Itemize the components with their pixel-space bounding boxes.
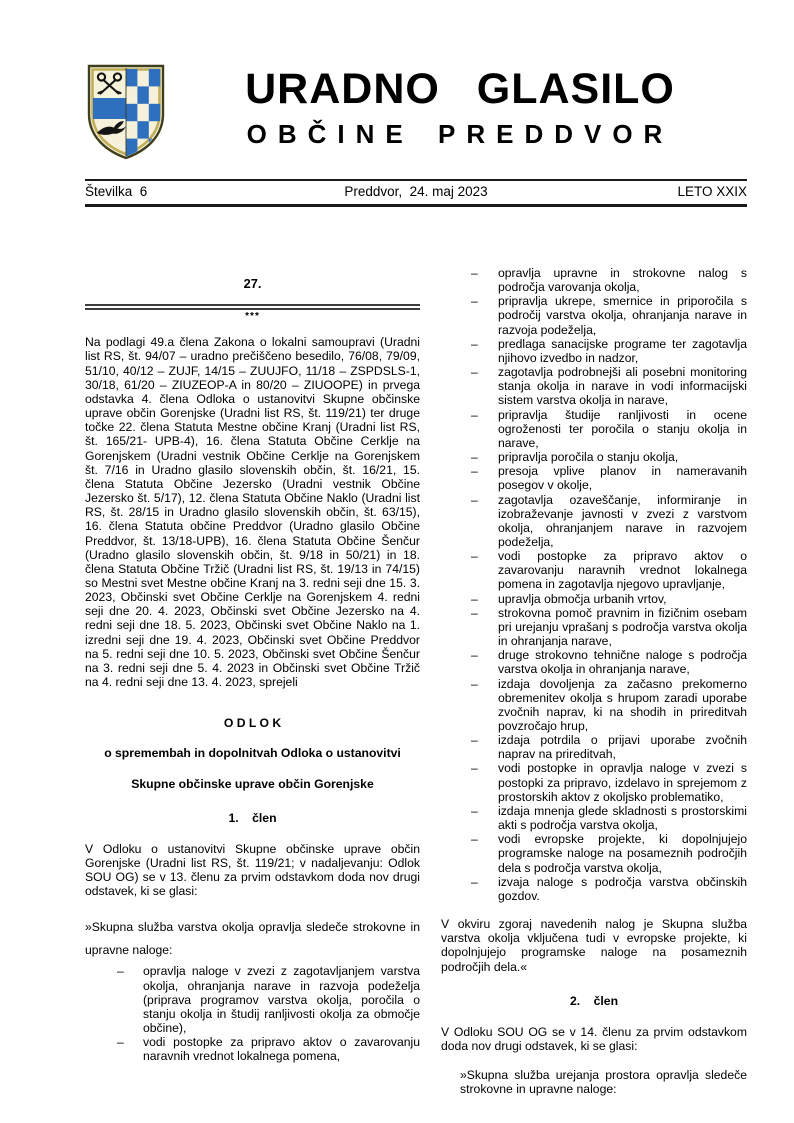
list-item-text: pripravlja študije ranljivosti in ocene ogroženosti ter poročila o stanju okolja in narave, xyxy=(498,407,747,450)
gazette-title: URADNO GLASILO xyxy=(245,65,675,113)
list-item xyxy=(441,832,747,874)
list-dash: – xyxy=(117,1035,124,1050)
stars-divider: *** xyxy=(245,311,260,323)
list-item-text: vodi postopke in opravlja naloge v zvezi s postopki za pripravo, izdelavo in sprejemom z prostorskih aktov z okoljsko problematiko, xyxy=(498,761,747,804)
list-item xyxy=(441,464,747,492)
blue-band xyxy=(93,98,126,119)
section-1-paragraph: V Odloku o ustanovitvi Skupne občinske uprave občin Gorenjske (Uradni list RS, št. 119/21; v nadaljevanju: Odlok SOU OG) se v 13. členu za prvim odstavkom doda nov drugi odstavek, ki se glasi: xyxy=(85,841,420,899)
list-item-text: predlaga sanacijske programe ter zagotavlja njihovo izvedbo in nadzor, xyxy=(498,336,747,365)
masthead xyxy=(85,60,747,165)
list-dash: – xyxy=(471,648,478,663)
list-item xyxy=(85,964,420,1035)
decree-subtitle-2: Skupne občinske uprave občin Gorenjske xyxy=(131,776,374,791)
masthead-titles xyxy=(173,60,747,147)
list-dash: – xyxy=(471,591,478,606)
list-dash: – xyxy=(471,492,478,507)
list-item xyxy=(441,875,747,903)
list-item-text: vodi postopke za pripravo aktov o zavarovanju naravnih vrednot lokalnega pomena in zagotavlja njegovo upravljanje, xyxy=(498,549,747,592)
closing-paragraph: V okviru zgoraj navedenih nalog je Skupna služba varstva okolja vključena tudi v evropske projekte, ki dopolnjujejo programske naloge na posameznih področjih dela.« xyxy=(441,917,747,974)
list-item xyxy=(441,804,747,832)
list-item-text: opravlja upravne in strokovne nalog s področja varovanja okolja, xyxy=(498,266,747,295)
list-item-text: vodi postopke za pripravo aktov o zavarovanju naravnih vrednot lokalnega pomena, xyxy=(143,1035,420,1064)
list-item-text: pripravlja poročila o stanju okolja, xyxy=(498,450,679,465)
place-and-date: Preddvor, 24. maj 2023 xyxy=(344,184,488,199)
list-item xyxy=(441,648,747,676)
list-item-text: izvaja naloge s področja varstva občinskih gozdov. xyxy=(498,874,747,903)
bullet-list-continued xyxy=(441,266,747,903)
list-dash: – xyxy=(471,336,478,351)
bullet-list-left xyxy=(85,964,420,1063)
list-dash: – xyxy=(471,676,478,691)
section-2-paragraph: V Odloku SOU OG se v 14. členu za prvim odstavkom doda nov drugi odstavek, ki se glasi: xyxy=(441,1024,747,1053)
issue-info-bar xyxy=(85,179,747,207)
list-item-text: pripravlja ukrepe, smernice in priporočila s področij varstva okolja, ohranjanja narave in razvoja podeželja, xyxy=(498,294,747,337)
document-body xyxy=(85,263,747,1096)
list-dash: – xyxy=(471,450,478,465)
list-item xyxy=(441,761,747,803)
list-item xyxy=(85,1035,420,1063)
list-item xyxy=(441,450,747,464)
list-item xyxy=(441,733,747,761)
list-dash: – xyxy=(471,407,478,422)
list-item-text: izdaja mnenja glede skladnosti s prostorskimi akti s področja varstva okolja, xyxy=(498,803,747,833)
list-dash: – xyxy=(471,464,478,479)
list-dash: – xyxy=(117,964,124,979)
volume-label: LETO XXIX xyxy=(677,184,747,199)
section-1-quote-intro: »Skupna služba varstva okolja opravlja sledeče strokovne in upravne naloge: xyxy=(85,920,420,957)
article-number: 27. xyxy=(243,276,262,291)
list-item-text: izdaja potrdila o prijavi uporabe zvočnih naprav na prireditvah, xyxy=(498,733,747,762)
right-column xyxy=(441,263,747,1096)
list-item-text: zagotavlja ozaveščanje, informiranje in izobraževanje javnosti v zvezi z varstvom okolja, ohranjanjem narave in razvojem podeželja, xyxy=(498,492,747,549)
section-2-quote-intro: »Skupna služba urejanja prostora opravlja sledeče strokovne in upravne naloge: xyxy=(460,1068,747,1097)
list-dash: – xyxy=(471,761,478,776)
list-item xyxy=(441,408,747,450)
list-dash: – xyxy=(471,803,478,818)
list-dash: – xyxy=(471,266,478,280)
legal-basis-paragraph: Na podlagi 49.a člena Zakona o lokalni samoupravi (Uradni list RS, št. 94/07 – uradno prečiščeno besedilo, 76/08, 79/09, 51/10, 40/12 – ZUJF, 14/15 – ZUUJFO, 11/18 – ZSPDSLS-1, 30/18, 61/20 – ZIUZEOP-A in 80/20 – ZIUOOPE) in prvega odstavka 4. člena Odloka o ustanovitvi Skupne občinske uprave občin Gorenjske (Uradni list RS, št. 119/21) ter druge točke 22. člena Statuta Mestne občine Kranj (Uradni list RS, št. 165/21- UPB-4), 16. člena Statuta Občine Cerklje na Gorenjskem (Uradni vestnik Občine Cerklje na Gorenjskem št. 7/16 in Uradno glasilo slovenskih občin, št. 16/21, 15. člena Statuta Občine Jezersko (Uradni vestnik Občine Jezersko št. 5/17), 12. člena Statuta Občine Naklo (Uradni list RS, št. 28/15 in Uradno glasilo slovenskih občin, št. 63/15), 16. člena Statuta občine Preddvor (Uradno glasilo Občine Preddvor, št. 13/18-UPB), 16. člena Statuta Občine Šenčur (Uradno glasilo slovenskih občin, št. 9/18 in 50/21) in 18. člena Statuta Občine Tržič (Uradni list RS, št. 19/13 in 74/15) so Mestni svet Mestne občine Kranj na 3. redni seji dne 15. 3. 2023, Občinski svet Občine Cerklje na Gorenjskem 4. redni seji dne 20. 4. 2023, Občinski svet Občine Jezersko na 4. redni seji dne 18. 5. 2023, Občinski svet Občine Naklo na 1. izredni seji dne 19. 4. 2023, Občinski svet Občine Preddvor na 5. redni seji dne 10. 5. 2023, Občinski svet Občine Šenčur na 3. redni seji dne 5. 4. 2023 in Občinski svet Občine Tržič na 4. redni seji dne 13. 4. 2023, sprejeli xyxy=(85,335,420,690)
section-2-heading: 2. člen xyxy=(569,993,619,1008)
list-item xyxy=(441,493,747,550)
list-item xyxy=(441,606,747,648)
list-dash: – xyxy=(471,294,478,309)
list-dash: – xyxy=(471,874,478,889)
list-dash: – xyxy=(471,605,478,620)
list-item-text: opravlja naloge v zvezi z zagotavljanjem varstva okolja, ohranjanja narave in razvoja podeželja (priprava programov varstva okolja, poročila o stanju okolja in študij ranljivosti okolja za območje občine), xyxy=(143,964,420,1036)
list-item-text: vodi evropske projekte, ki dopolnjujejo programske naloge na posameznih področjih dela s področja varstva okolja, xyxy=(498,832,747,875)
list-item-text: presoja vplive planov in nameravanih posegov v okolje, xyxy=(498,464,747,493)
list-item-text: upravlja območja urbanih vrtov, xyxy=(498,591,667,606)
decree-title: O D L O K xyxy=(223,716,282,731)
decree-subtitle-1: o spremembah in dopolnitvah Odloka o ustanovitvi xyxy=(104,746,401,761)
list-item xyxy=(441,365,747,407)
list-item xyxy=(441,549,747,591)
list-dash: – xyxy=(471,365,478,380)
list-item xyxy=(441,266,747,294)
coat-of-arms-icon xyxy=(85,60,173,165)
list-dash: – xyxy=(471,549,478,564)
list-item xyxy=(441,592,747,606)
left-column xyxy=(85,263,420,1096)
coat-of-arms-svg xyxy=(85,62,167,160)
issue-number: Številka 6 xyxy=(85,184,148,199)
gazette-subtitle: OBČINE PREDDVOR xyxy=(246,119,674,149)
list-item-text: strokovna pomoč pravnim in fizičnim osebam pri urejanju vprašanj s področja varstva okolja in ohranjanja narave, xyxy=(498,605,747,649)
list-item-text: izdaja dovoljenja za začasno prekomerno obremenitev okolja s hrupom zaradi uporabe zvočnih naprav, ki na shodih in prireditvah povzročajo hrup, xyxy=(498,676,747,733)
list-item xyxy=(441,677,747,734)
list-item xyxy=(441,337,747,365)
list-item-text: zagotavlja podrobnejši ali posebni monitoring stanja okolja in narave in vodi informacijski sistem varstva okolja in narave, xyxy=(498,365,747,408)
list-dash: – xyxy=(471,832,478,847)
list-item-text: druge strokovno tehnične naloge s področja varstva okolja in ohranjanja narave, xyxy=(498,648,747,677)
list-item xyxy=(441,294,747,336)
section-1-heading: 1. člen xyxy=(228,810,277,825)
list-dash: – xyxy=(471,733,478,748)
